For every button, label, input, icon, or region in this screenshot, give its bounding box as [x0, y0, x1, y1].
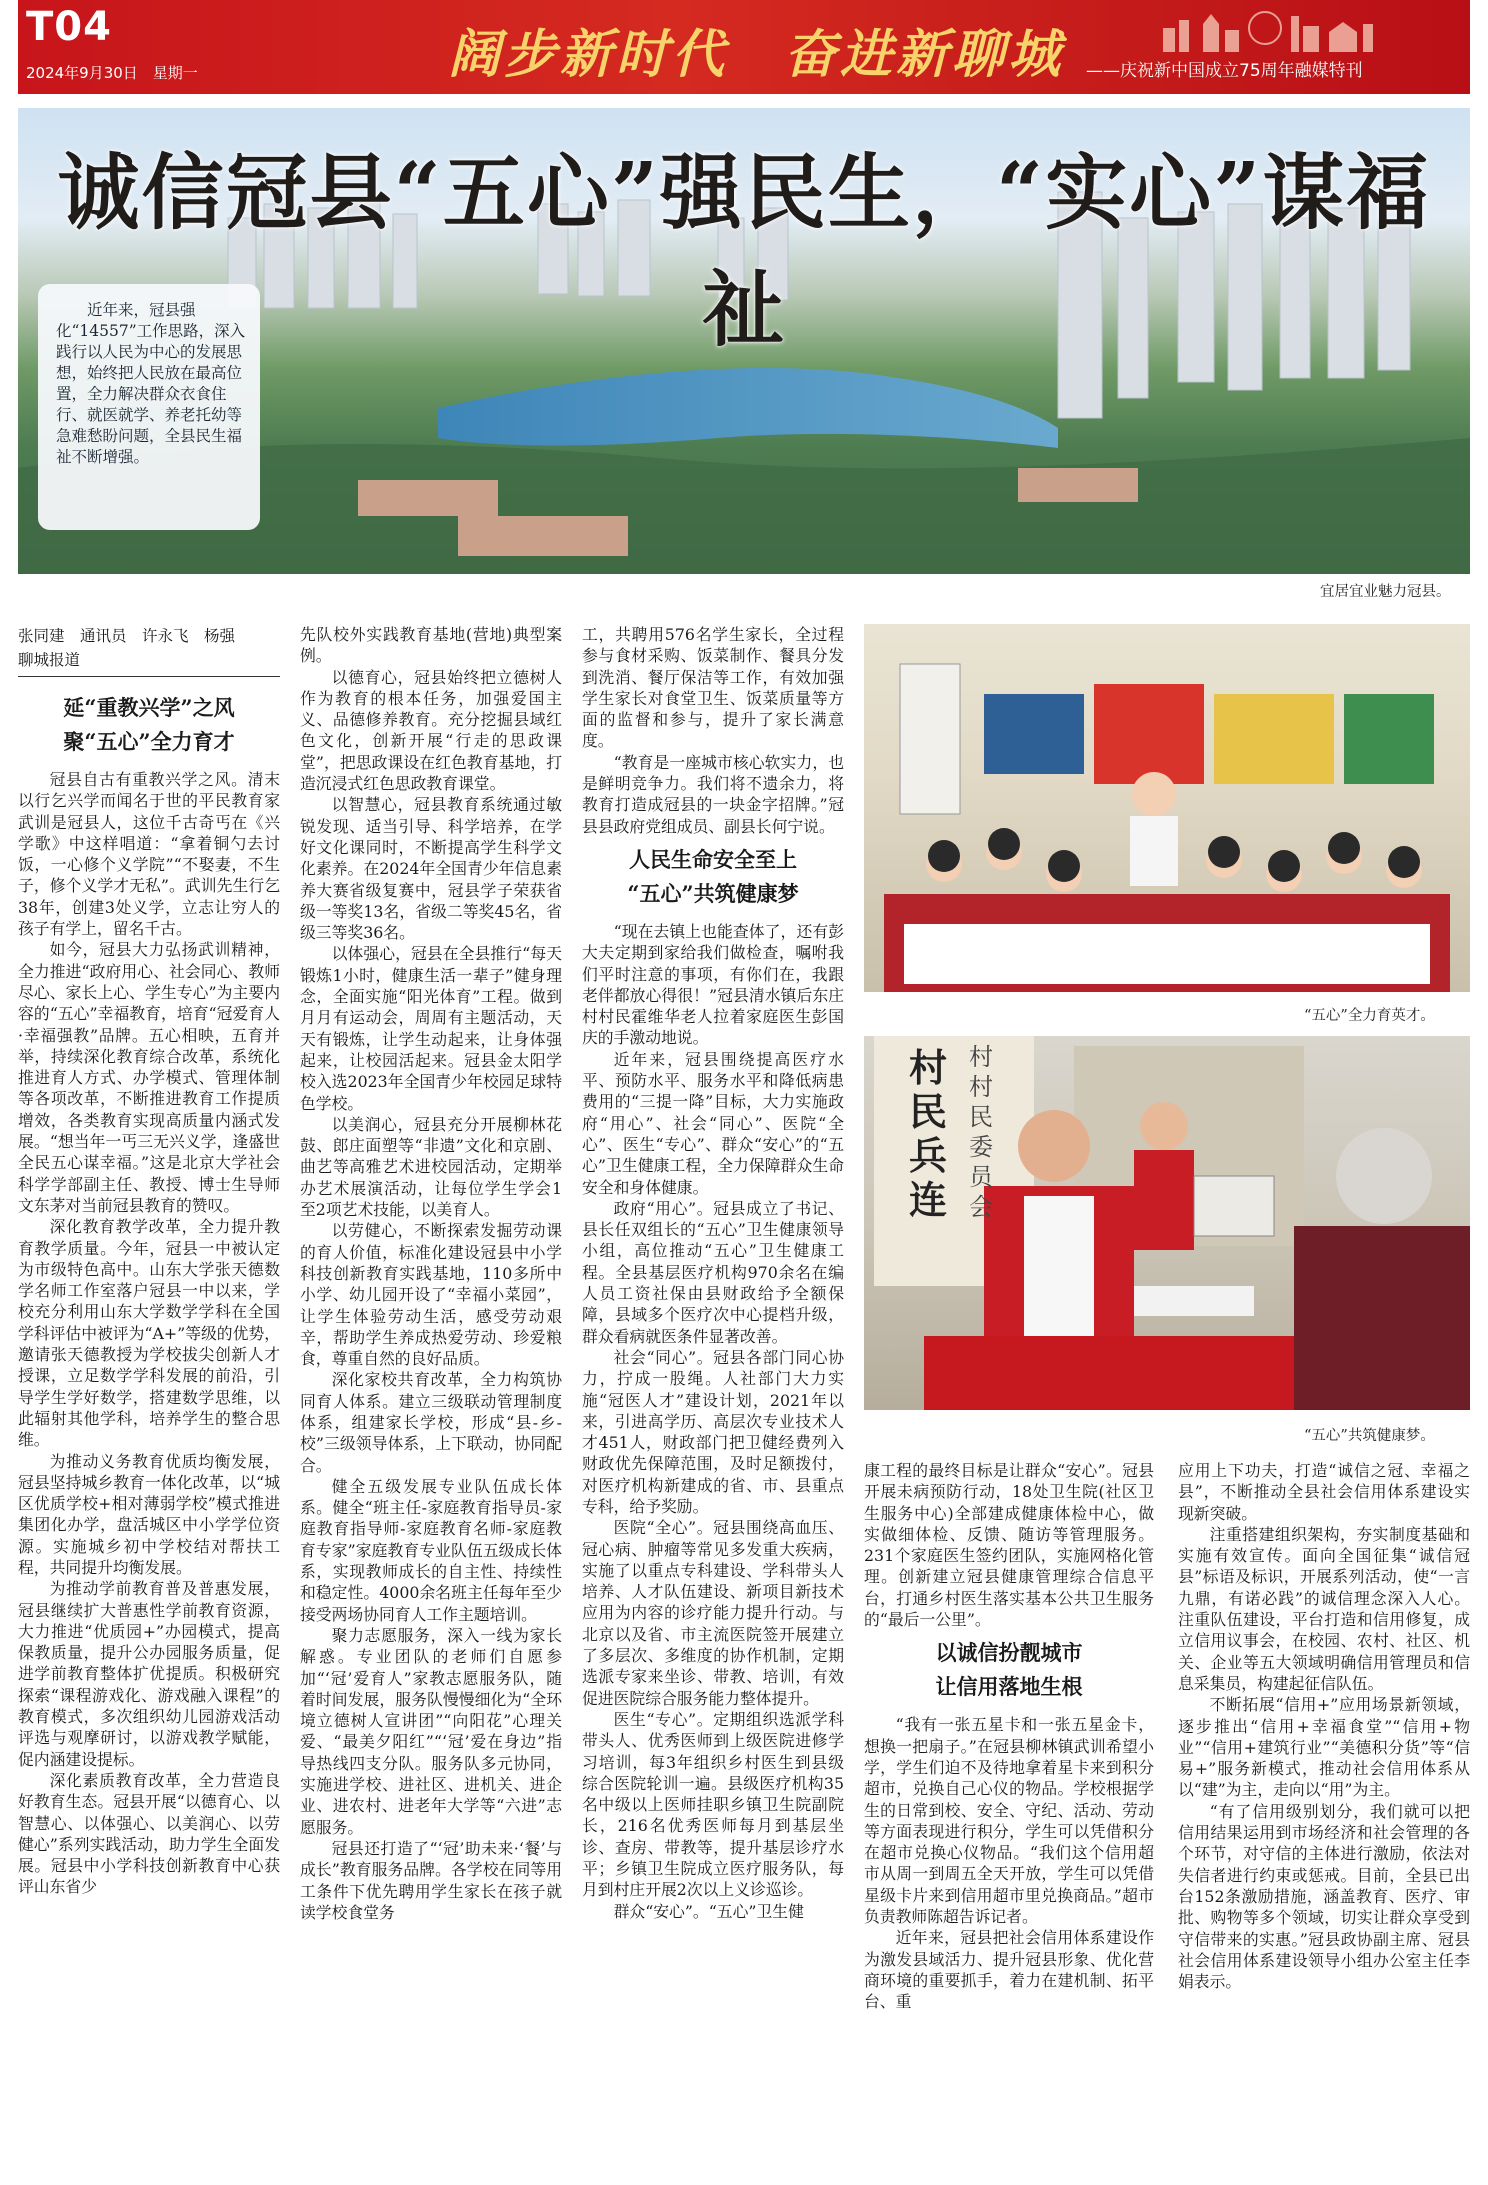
paragraph: “教育是一座城市核心软实力，也是鲜明竞争力。我们将不遗余力，将教育打造成冠县的一块金字招牌。”冠县县政府党组成员、副县长何宁说。: [582, 752, 844, 836]
subhead-health: [582, 843, 844, 911]
banner-subtitle: ——庆祝新中国成立75周年融媒特刊: [1086, 61, 1363, 81]
byline: [18, 624, 280, 677]
paragraph: 深化家校共育改革，全力构筑协同育人体系。建立三级联动管理制度体系，组建家长学校，形成“县-乡-校”三级领导体系，上下联动，协同配合。: [300, 1370, 562, 1475]
article-column-3: [582, 624, 844, 2182]
subhead-education: [18, 691, 280, 759]
article-column-4: [864, 1460, 1154, 2182]
paragraph: 聚力志愿服务，深入一线为家长解惑。专业团队的老师们自愿参加“‘冠’爱育人”家教志愿服务队，随着时间发展，服务队慢慢细化为“全环境立德树人宣讲团”“向阳花”心理关爱、“最美夕阳红”“‘冠’爱在身边”指导热线四支分队。服务队多元协同，实施进学校、进社区、进机关、进企业、进农村、进老年大学等“六进”志愿服务。: [300, 1625, 562, 1837]
subhead-line: 延“重教兴学”之风: [63, 695, 235, 720]
article-column-1: [18, 624, 280, 2182]
paragraph: 健全五级发展专业队伍成长体系。健全“班主任-家庭教育指导员-家庭教育指导师-家庭教育名师-家庭教育专家”家庭教育专业队伍五级成长体系，实现教师成长的自主性、持续性和稳定性。4000余名班主任每年至少接受两场协同育人工作主题培训。: [300, 1476, 562, 1624]
intro-box: 近年来，冠县强化“14557”工作思路，深入践行以人民为中心的发展思想，始终把人民放在最高位置，全力解决群众衣食住行、就医就学、养老托幼等急难愁盼问题，全县民生福祉不断增强。: [38, 284, 260, 530]
paragraph: 康工程的最终目标是让群众“安心”。冠县开展未病预防行动，18处卫生院(社区卫生服务中心)全部建成健康体检中心，做实做细体检、反馈、随访等管理服务。231个家庭医生签约团队，实施网格化管理。创新建立冠县健康管理综合信息平台，打通乡村医生落实基本公共卫生服务的“最后一公里”。: [864, 1461, 1154, 1630]
paragraph: “有了信用级别划分，我们就可以把信用结果运用到市场经济和社会管理的各个环节，对守信的主体进行激励，依法对失信者进行约束或惩戒。目前，全县已出台152条激励措施，涵盖教育、医疗、审批、购物等多个领域，切实让群众享受到守信带来的实惠。”冠县政协副主席、冠县社会信用体系建设领导小组办公室主任李娟表示。: [1178, 1801, 1470, 1992]
page-headline: 诚信冠县“五心”强民生，“实心”谋福祉: [57, 145, 1431, 358]
paragraph: 以德育心，冠县始终把立德树人作为教育的根本任务，加强爱国主义、品德修养教育。充分挖掘县域红色文化，创新开展“行走的思政课堂”，把思政课设在红色教育基地，打造沉浸式红色思政教育课堂。: [300, 667, 562, 794]
paragraph: 近年来，冠县把社会信用体系建设作为激发县域活力、提升冠县形象、优化营商环境的重要抓手，着力在建机制、拓平台、重: [864, 1928, 1154, 2012]
paragraph: 以劳健心，不断探索发掘劳动课的育人价值，标准化建设冠县中小学科技创新教育实践基地，110多所中小学、幼儿园开设了“幸福小菜园”，让学生体验劳动生活，感受劳动艰辛，帮助学生养成热爱劳动、珍爱粮食，尊重自然的良好品质。: [300, 1221, 562, 1369]
article-column-5: [1178, 1460, 1470, 2182]
paragraph: 深化素质教育改革，全力营造良好教育生态。冠县开展“以德育心、以智慧心、以体强心、以美润心、以劳健心”系列实践活动，助力学生全面发展。冠县中小学科技创新教育中心获评山东省少: [18, 1770, 280, 1897]
paragraph: 医院“全心”。冠县围绕高血压、冠心病、肿瘤等常见多发重大疾病，实施了以重点专科建设、学科带头人培养、人才队伍建设、新项目新技术应用为内容的诊疗能力提升行动。与北京以及省、市主流医院签开展建立了多层次、多维度的协作机制，定期选派专家来坐诊、带教、培训，有效促进医院综合服务能力整体提升。: [582, 1518, 844, 1708]
sign-militia: 村民兵连: [908, 1045, 947, 1222]
subhead-line: 让信用落地生根: [935, 1674, 1083, 1700]
paragraph: 工，共聘用576名学生家长，全过程参与食材采购、饭菜制作、餐具分发到洗消、餐厅保洁等工作，有效加强学生家长对食堂卫生、饭菜质量等方面的监督和参与，提升了家长满意度。: [582, 625, 844, 751]
paragraph: 政府“用心”。冠县成立了书记、县长任双组长的“五心”卫生健康领导小组，高位推动“五心”卫生健康工程。全县基层医疗机构970余名在编人员工资社保由县财政给予全额保障，县域多个医疗次中心提档升级，群众看病就医条件显著改善。: [582, 1198, 844, 1346]
photo3-caption: “五心”共筑健康梦。: [1304, 1428, 1435, 1444]
classroom-photo: [864, 624, 1470, 992]
paragraph: 为推动义务教育优质均衡发展，冠县坚持城乡教育一体化改革，以“城区优质学校+相对薄弱学校”模式推进集团化办学，盘活城区中小学学位资源。实施城乡初中学校结对帮扶工程，共同提升均衡发展。: [18, 1451, 280, 1577]
paragraph: 先队校外实践教育基地(营地)典型案例。: [300, 625, 562, 666]
subhead-line: 人民生命安全至上: [629, 846, 797, 872]
byline-location: 聊城报道: [18, 651, 81, 669]
paragraph: 冠县自古有重教兴学之风。清末以行乞兴学而闻名于世的平民教育家武训是冠县人，这位千古奇丐在《兴学歌》中这样唱道：“拿着铜勺去讨饭，一心修个义学院”“不娶妻，不生子，修个义学才无私”。武训先生行乞38年，创建3处义学，立志让穷人的孩子有学上，留名千古。: [18, 770, 280, 939]
masthead-banner: [18, 0, 1470, 94]
paragraph: 如今，冠县大力弘扬武训精神，全力推进“政府用心、社会同心、教师尽心、家长上心、学生专心”为主要内容的“五心”幸福教育，培育“冠爱育人·幸福强教”品牌。五心相映，五育并举，持续深化教育综合改革，系统化推进育人方式、办学模式、管理体制等各项改革，不断推进教育工作提质增效，各类教育实现高质量内涵式发展。“想当年一丐三无兴义学，逢盛世全民五心谋幸福。”这是北京大学社会科学学部副主任、教授、博士生导师文东茅对当前冠县教育的赞叹。: [18, 940, 280, 1215]
classroom-illustration: [864, 624, 1470, 992]
subhead-line: 以诚信扮靓城市: [935, 1640, 1083, 1666]
paragraph: 医生“专心”。定期组织选派学科带头人、优秀医师到上级医院进修学习培训，每3年组织乡村医生到县级综合医院轮训一遍。县级医疗机构35名中级以上医师挂职乡镇卫生院副院长，216名优秀医师每月到基层坐诊、查房、带教等，提升基层诊疗水平；乡镇卫生院成立医疗服务队，每月到村庄开展2次以上义诊巡诊。: [582, 1709, 844, 1900]
paragraph: “现在去镇上也能查体了，还有彭大夫定期到家给我们做检查，嘱咐我们平时注意的事项，有你们在，我跟老伴都放心得很！”冠县清水镇后东庄村村民霍维华老人拉着家庭医生彭国庆的手激动地说。: [582, 921, 844, 1048]
banner-slogan: 阔步新时代 奋进新聊城: [448, 24, 1065, 85]
health-clinic-photo: [864, 1036, 1470, 1410]
paragraph: 近年来，冠县围绕提高医疗水平、预防水平、服务水平和降低病患费用的“三提一降”目标，大力实施政府“用心”、社会“同心”、医院“全心”、医生“专心”、群众“安心”的“五心”卫生健康工程，全力保障群众生命安全和身体健康。: [582, 1049, 844, 1197]
paragraph: 冠县还打造了“‘冠’助未来·‘餐’与成长”教育服务品牌。各学校在同等用工条件下优先聘用学生家长在孩子就读学校食堂务: [300, 1838, 562, 1922]
paragraph: 以美润心，冠县充分开展柳林花鼓、郎庄面塑等“非遗”文化和京剧、曲艺等高雅艺术进校园活动，定期举办艺术展演活动，让每位学生学会1至2项艺术技能，以美育人。: [300, 1114, 562, 1220]
page-number: T04: [26, 4, 112, 50]
paragraph: 应用上下功夫，打造“诚信之冠、幸福之县”，不断推动全县社会信用体系建设实现新突破。: [1178, 1461, 1470, 1523]
paragraph: 以体强心，冠县在全县推行“每天锻炼1小时，健康生活一辈子”健身理念，全面实施“阳光体育”工程。做到月月有运动会，周周有主题活动，天天有锻炼，让学生动起来，让身体强起来，让校园活起来。冠县金太阳学校入选2023年全国青少年校园足球特色学校。: [300, 944, 562, 1113]
paragraph: 以智慧心，冠县教育系统通过敏锐发现、适当引导、科学培养，在学好文化课同时，不断提高学生科学文化素养。在2024年全国青少年信息素养大赛省级复赛中，冠县学子荣获省级一等奖13名，省级二等奖45名，省级三等奖36名。: [300, 795, 562, 943]
subhead-line: “五心”共筑健康梦: [627, 880, 799, 906]
paragraph: 社会“同心”。冠县各部门同心协力，拧成一股绳。人社部门大力实施“冠医人才”建设计划，2021年以来，引进高学历、高层次专业技术人才451人，财政部门把卫健经费列入财政优先保障范围，及时足额拨付，对医疗机构新建成的省、市、县重点专科，给予奖励。: [582, 1347, 844, 1516]
skyline-icon: [1153, 6, 1393, 52]
subhead-line: 聚“五心”全力育才: [63, 729, 235, 754]
paragraph: 为推动学前教育普及普惠发展，冠县继续扩大普惠性学前教育资源，大力推进“优质园+”办园模式，提高保教质量，提升公办园服务质量，促进学前教育整体扩优提质。积极研究探索“课程游戏化、游戏融入课程”的教育模式，多次组织幼儿园游戏活动评选与观摩研讨，以游戏教学赋能，促内涵建设提标。: [18, 1579, 280, 1769]
paragraph: “我有一张五星卡和一张五星金卡，想换一把扇子。”在冠县柳林镇武训希望小学，学生们迫不及待地拿着星卡来到积分超市，兑换自己心仪的物品。学校根据学生的日常到校、安全、守纪、活动、劳动等方面表现进行积分，学生可以凭借积分在超市兑换心仪物品。“我们这个信用超市从周一到周五全天开放，学生可以凭借星级卡片来到信用超市里兑换商品。”超市负责教师陈超告诉记者。: [864, 1715, 1154, 1927]
byline-authors: 张同建 通讯员 许永飞 杨强: [18, 627, 236, 645]
paragraph: 群众“安心”。“五心”卫生健: [613, 1901, 804, 1921]
main-photo-caption: 宜居宜业魅力冠县。: [1320, 584, 1451, 600]
paragraph: 不断拓展“信用+”应用场景新领域，逐步推出“信用+幸福食堂”“信用+物业”“信用+建筑行业”“美德积分货”等“信易+”服务新模式，推动社会信用体系从以“建”为主，走向以“用”为主。: [1178, 1695, 1470, 1800]
photo2-caption: “五心”全力育英才。: [1304, 1008, 1435, 1024]
article-column-2: [300, 624, 562, 2182]
subhead-credit: [864, 1636, 1154, 1704]
paragraph: 深化教育教学改革，全力提升教育教学质量。今年，冠县一中被认定为市级特色高中。山东大学张天德数学名师工作室落户冠县一中以来，学校充分利用山东大学数学学科在全国学科评估中被评为“A+”等级的优势，邀请张天德教授为学校拔尖创新人才授课，立足数学学科发展的前沿，引导学生学好数学，搭建数学思维，以此辐射其他学科，培养学生的整合思维。: [18, 1217, 280, 1450]
sign-village-committee: 村村民委员会: [969, 1043, 993, 1221]
health-clinic-illustration: [864, 1036, 1470, 1410]
paragraph: 注重搭建组织架构，夯实制度基础和实施有效宣传。面向全国征集“诚信冠县”标语及标识，开展系列活动，使“一言九鼎，有诺必践”的诚信理念深入人心。注重队伍建设，平台打造和信用修复，成立信用议事会，在校园、农村、社区、机关、企业等五大领域明确信用管理员和信息采集员，构建起征信队伍。: [1178, 1524, 1470, 1693]
city-aerial-photo: [18, 108, 1470, 574]
issue-date: 2024年9月30日 星期一: [26, 64, 198, 82]
